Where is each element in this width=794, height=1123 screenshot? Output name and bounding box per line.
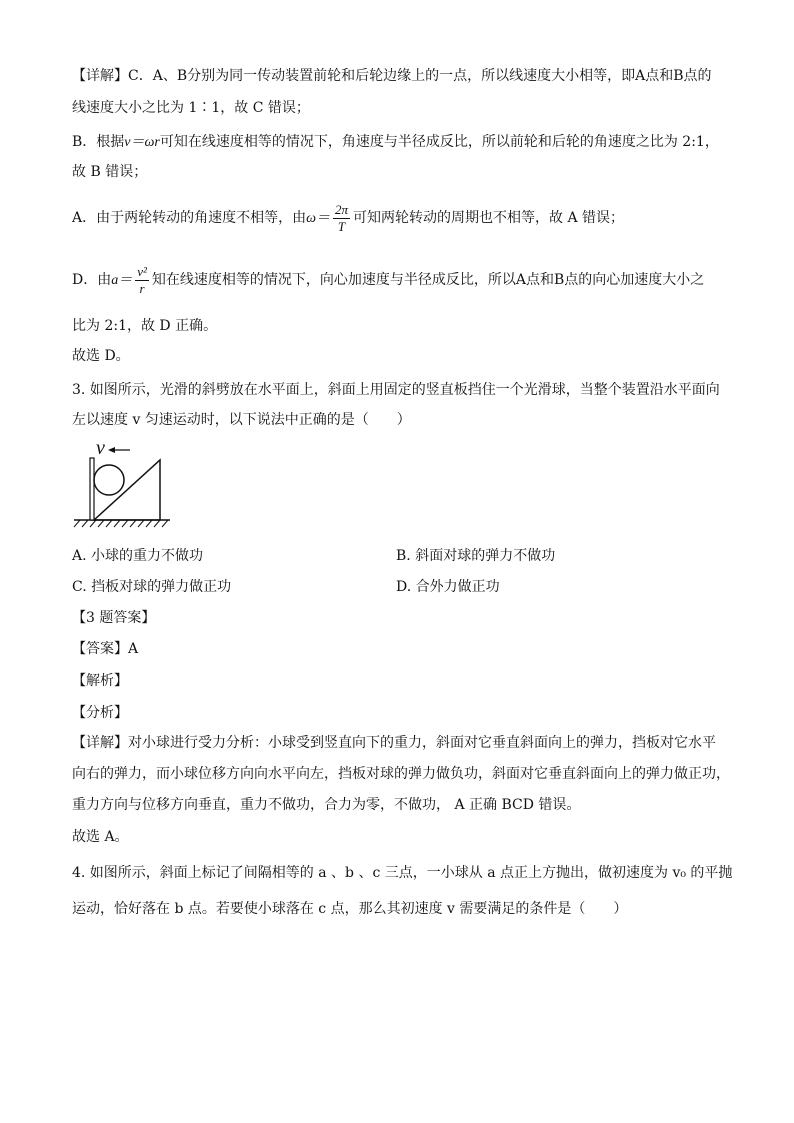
q3-stem-line-2: 左以速度 v 匀速运动时，以下说法中正确的是（ ） [72, 412, 411, 428]
q2-b-formula: v＝ωr [124, 135, 160, 150]
q3-answer: 【答案】A [72, 641, 139, 657]
q4-stem-line-1: 4. 如图所示，斜面上标记了间隔相等的 a 、b 、c 三点，一小球从 a 点正上方抛出，做初速度为 v₀ 的平抛 [72, 865, 733, 881]
q4-stem-line-2: 运动，恰好落在 b 点。若要使小球落在 c 点，那么其初速度 v 需要满足的条件是（ ） [72, 901, 628, 917]
q3-detail-line-1: 【详解】对小球进行受力分析：小球受到竖直向下的重力，斜面对它垂直斜面向上的弹力，挡板对它水平 [72, 735, 716, 751]
q2-d-text: 知在线速度相等的情况下，向心加速度与半径成反比，所以A点和B点的向心加速度大小之 [151, 272, 705, 288]
q2-a-text: 可知两轮转动的周期也不相等，故 A 错误； [353, 210, 625, 226]
vertical-board [90, 458, 94, 520]
ground-hatching [74, 520, 168, 527]
q3-stem-line-1: 3. 如图所示，光滑的斜劈放在水平面上，斜面上用固定的竖直板挡住一个光滑球，当整个装置沿水平面向 [72, 382, 720, 398]
wedge [94, 460, 160, 520]
q3-answer-header: 【3 题答案】 [72, 610, 156, 626]
q2-detail-line-2: 线速度大小之比为 1∶1，故 C 错误； [72, 100, 310, 116]
q3-detail-line-3: 重力方向与位移方向垂直，重力不做功，合力为零，不做功， A 正确 BCD 错误。 [72, 797, 581, 813]
q2-a-prefix: A．由于两轮转动的角速度不相等，由 [72, 210, 307, 226]
q2-a-fraction [333, 202, 350, 235]
q2-detail-line-1: 【详解】C．A、B分别为同一传动装置前轮和后轮边缘上的一点，所以线速度大小相等，即A点和B点的 [72, 68, 712, 84]
q2-d-prefix: D．由 [72, 272, 112, 288]
q3-conclusion: 故选 A。 [72, 829, 129, 845]
arrow-head-icon [108, 447, 115, 453]
q2-conclusion: 故选 D。 [72, 348, 130, 364]
q3-option-d: D. 合外力做正功 [396, 579, 500, 595]
q2-b-line-2: 故 B 错误； [72, 164, 148, 180]
q2-a-numerator: 2π [335, 201, 349, 217]
q2-b-prefix: B．根据 [72, 134, 125, 150]
q2-option-d-explanation [72, 262, 704, 299]
q2-a-lhs: ω＝ [306, 211, 330, 226]
velocity-label: v [96, 438, 105, 459]
q2-d-line-2: 比为 2:1，故 D 正确。 [72, 318, 218, 334]
q3-option-b: B. 斜面对球的弹力不做功 [396, 548, 556, 564]
q3-analysis-heading: 【解析】 [72, 673, 128, 689]
q3-fenxi-heading: 【分析】 [72, 705, 128, 721]
q2-option-b-explanation [72, 132, 719, 153]
q2-d-fraction [135, 264, 149, 297]
q2-d-denominator: r [139, 280, 145, 296]
ball [94, 465, 124, 495]
q2-b-text: 可知在线速度相等的情况下，角速度与半径成反比，所以前轮和后轮的角速度之比为 2:1， [159, 134, 719, 150]
q2-a-denominator: T [337, 218, 346, 234]
q2-d-lhs: a＝ [111, 273, 133, 288]
q2-d-numerator: v² [137, 263, 147, 279]
q3-wedge-diagram [70, 438, 180, 530]
q3-detail-line-2: 向右的弹力，而小球位移方向向水平向左，挡板对球的弹力做负功，斜面对它垂直斜面向上的弹力做正功， [72, 766, 730, 782]
q3-figure [70, 438, 180, 530]
q2-option-a-explanation [72, 200, 624, 237]
q3-option-c: C. 挡板对球的弹力做正功 [72, 579, 232, 595]
q3-option-a: A. 小球的重力不做功 [72, 548, 204, 564]
